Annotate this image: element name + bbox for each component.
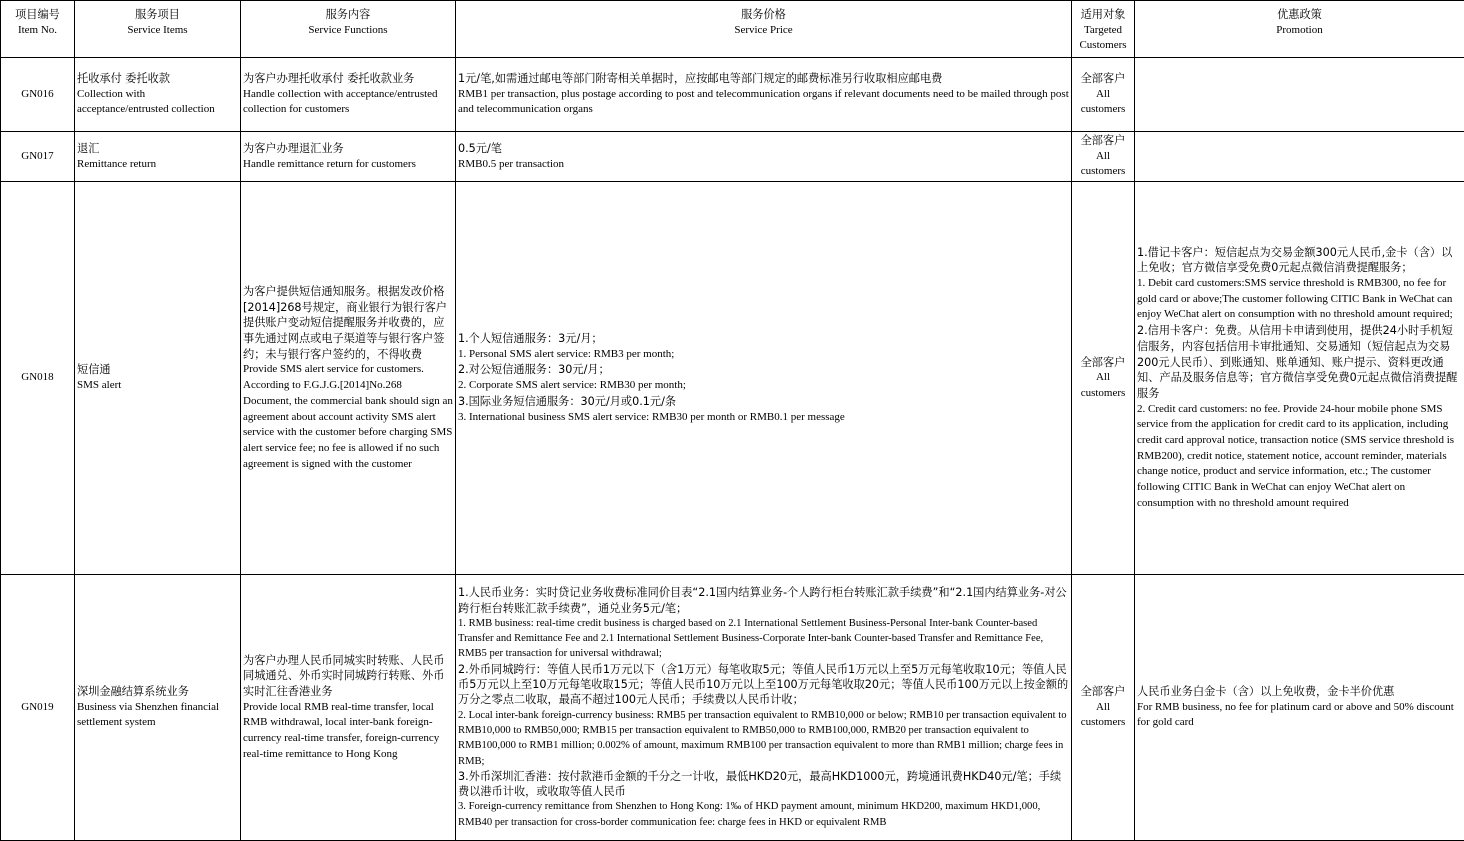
promotion-cell: [1135, 182, 1464, 575]
targeted-customers-cell: [1072, 575, 1135, 841]
service-item-en: Remittance return: [77, 157, 238, 173]
header-promotion-cn: 优惠政策: [1137, 7, 1462, 23]
service-price-cell: [456, 132, 1072, 182]
price-line: 3. International business SMS alert service: RMB30 per month or RMB0.1 per message: [458, 410, 1069, 426]
service-item-cell: [75, 132, 241, 182]
service-item-cn: 托收承付 委托收款: [77, 71, 238, 87]
service-item-cn: 深圳金融结算系统业务: [77, 684, 238, 700]
price-line: 0.5元/笔: [458, 141, 1069, 157]
header-customers-en: Targeted Customers: [1074, 23, 1132, 54]
targeted-customers-cell: [1072, 132, 1135, 182]
service-item-cell: [75, 575, 241, 841]
header-item-no-en: Item No.: [3, 23, 72, 39]
customers-en: All customers: [1074, 700, 1132, 731]
service-function-cell: [241, 182, 456, 575]
targeted-customers-cell: [1072, 58, 1135, 132]
header-service-items-en: Service Items: [77, 23, 238, 39]
service-item-cn: 短信通: [77, 362, 238, 378]
customers-en: All customers: [1074, 87, 1132, 118]
header-promotion-en: Promotion: [1137, 23, 1462, 39]
service-item-en: Business via Shenzhen financial settlement system: [77, 700, 238, 731]
price-line: 2. Local inter-bank foreign-currency business: RMB5 per transaction equivalent to RMB10,000 or below; RMB10 per transaction equivalent to RMB10,000 to RMB50,000; RMB15 per transaction equivalent to RMB50,000 to RMB100,000, RMB20 per transaction equivalent to RMB100,000 to RMB1 million; 0.002% of amount, maximum RMB100 per transaction equivalent to more than RMB1 million; charge fees in RMB;: [458, 708, 1069, 769]
item-no-cell: GN018: [1, 182, 75, 575]
table-row: [1, 182, 1464, 575]
promotion-cell: [1135, 575, 1464, 841]
price-line: 1. RMB business: real-time credit business is charged based on 2.1 International Settlement Business-Personal Inter-bank Counter-based Transfer and Remittance Fee and 2.1 International Settlement Business-Corporate Inter-bank Counter-based Transfer and Remittance Fee, RMB5 per transaction for universal withdrawal;: [458, 616, 1069, 662]
promotion-line: 人民币业务白金卡（含）以上免收费，金卡半价优惠: [1137, 684, 1462, 700]
price-line: 3. Foreign-currency remittance from Shenzhen to Hong Kong: 1‰ of HKD payment amount, minimum HKD200, maximum HKD1,000, RMB40 per transaction for cross-border communication fee: charge fees in HKD or equivalent RMB: [458, 799, 1069, 830]
item-no-cell: GN019: [1, 575, 75, 841]
promotion-line: 1.借记卡客户：短信起点为交易金额300元人民币,金卡（含）以上免收；官方微信享受免费0元起点微信消费提醒服务；: [1137, 245, 1462, 276]
customers-en: All customers: [1074, 370, 1132, 401]
header-targeted-customers: [1072, 1, 1135, 58]
service-function-cell: [241, 132, 456, 182]
service-item-en: SMS alert: [77, 378, 238, 394]
price-line: 3.国际业务短信通服务：30元/月或0.1元/条: [458, 394, 1069, 410]
service-item-cell: [75, 182, 241, 575]
table-row: [1, 132, 1464, 182]
header-service-items: [75, 1, 241, 58]
customers-cn: 全部客户: [1074, 133, 1132, 149]
header-row: [1, 1, 1464, 58]
targeted-customers-cell: [1072, 182, 1135, 575]
service-function-cn: 为客户办理托收承付 委托收款业务: [243, 71, 453, 87]
header-service-price: [456, 1, 1072, 58]
service-item-cell: [75, 58, 241, 132]
header-promotion: [1135, 1, 1464, 58]
price-line: 1.人民币业务：实时贷记业务收费标准同价目表“2.1国内结算业务-个人跨行柜台转账汇款手续费”和“2.1国内结算业务-对公跨行柜台转账汇款手续费”，通兑业务5元/笔；: [458, 585, 1069, 616]
service-function-cn: 为客户办理退汇业务: [243, 141, 453, 157]
price-line: 2.外币同城跨行：等值人民币1万元以下（含1万元）每笔收取5元；等值人民币1万元以上至5万元每笔收取10元；等值人民币5万元以上至10万元每笔收取15元；等值人民币10万元以上至100万元每笔收取20元；等值人民币100万元以上按金额的万分之零点二收取，最高不超过100元人民币；手续费以人民币计收；: [458, 662, 1069, 708]
service-function-en: Handle remittance return for customers: [243, 157, 453, 173]
promotion-line: 2. Credit card customers: no fee. Provide 24-hour mobile phone SMS service from the application for credit card to its application, including credit card approval notice, transaction notice (SMS service threshold is RMB200), credit notice, statement notice, account reminder, materials change notice, product and service information, etc.; The customer following CITIC Bank in WeChat can enjoy WeChat alert on consumption with no threshold amount required: [1137, 402, 1462, 512]
service-price-cell: [456, 58, 1072, 132]
header-customers-cn: 适用对象: [1074, 7, 1132, 23]
header-functions-en: Service Functions: [243, 23, 453, 39]
customers-cn: 全部客户: [1074, 71, 1132, 87]
service-function-cn: 为客户提供短信通知服务。根据发改价格[2014]268号规定，商业银行为银行客户提供账户变动短信提醒服务并收费的，应事先通过网点或电子渠道等与银行客户签约；未与银行客户签约的，不得收费: [243, 284, 453, 363]
service-price-cell: [456, 575, 1072, 841]
price-line: RMB0.5 per transaction: [458, 157, 1069, 173]
promotion-cell: [1135, 58, 1464, 132]
customers-en: All customers: [1074, 149, 1132, 180]
header-item-no: [1, 1, 75, 58]
header-price-en: Service Price: [458, 23, 1069, 39]
customers-cn: 全部客户: [1074, 684, 1132, 700]
header-service-functions: [241, 1, 456, 58]
service-function-en: Provide local RMB real-time transfer, local RMB withdrawal, local inter-bank foreign-currency real-time transfer, foreign-currency real-time remittance to Hong Kong: [243, 700, 453, 763]
item-no-cell: GN017: [1, 132, 75, 182]
service-item-cn: 退汇: [77, 141, 238, 157]
promotion-line: 2.信用卡客户：免费。从信用卡申请到使用，提供24小时手机短信服务，内容包括信用卡审批通知、交易通知（短信起点为交易200元人民币）、到账通知、账单通知、账户提示、资料更改通知、产品及服务信息等；官方微信享受免费0元起点微信消费提醒服务: [1137, 323, 1462, 402]
price-line: 2. Corporate SMS alert service: RMB30 per month;: [458, 378, 1069, 394]
service-function-cn: 为客户办理人民币同城实时转账、人民币同城通兑、外币实时同城跨行转账、外币实时汇往香港业务: [243, 653, 453, 700]
price-line: 1. Personal SMS alert service: RMB3 per month;: [458, 347, 1069, 363]
promotion-line: 1. Debit card customers:SMS service threshold is RMB300, no fee for gold card or above;The customer following CITIC Bank in WeChat can enjoy WeChat alert on consumption with no threshold amount required;: [1137, 276, 1462, 323]
header-functions-cn: 服务内容: [243, 7, 453, 23]
price-line: 3.外币深圳汇香港：按付款港币金额的千分之一计收，最低HKD20元，最高HKD1000元，跨境通讯费HKD40元/笔；手续费以港币计收，或收取等值人民币: [458, 769, 1069, 800]
table-row: [1, 58, 1464, 132]
price-line: 2.对公短信通服务：30元/月；: [458, 362, 1069, 378]
promotion-line: For RMB business, no fee for platinum card or above and 50% discount for gold card: [1137, 700, 1462, 731]
price-line: 1元/笔,如需通过邮电等部门附寄相关单据时，应按邮电等部门规定的邮费标准另行收取相应邮电费: [458, 71, 1069, 87]
header-price-cn: 服务价格: [458, 7, 1069, 23]
table-row: [1, 575, 1464, 841]
item-no-cell: GN016: [1, 58, 75, 132]
service-function-cell: [241, 58, 456, 132]
price-line: 1.个人短信通服务：3元/月；: [458, 331, 1069, 347]
header-item-no-cn: 项目编号: [3, 7, 72, 23]
promotion-cell: [1135, 132, 1464, 182]
price-line: RMB1 per transaction, plus postage according to post and telecommunication organs if relevant documents need to be mailed through post and telecommunication organs: [458, 87, 1069, 118]
service-function-cell: [241, 575, 456, 841]
service-item-en: Collection with acceptance/entrusted collection: [77, 87, 238, 118]
service-function-en: Provide SMS alert service for customers. According to F.G.J.G.[2014]No.268 Document, the commercial bank should sign an agreement about account activity SMS alert service with the customer before charging SMS alert service fee; no fee is allowed if no such agreement is signed with the customer: [243, 362, 453, 472]
service-function-en: Handle collection with acceptance/entrusted collection for customers: [243, 87, 453, 118]
service-price-cell: [456, 182, 1072, 575]
customers-cn: 全部客户: [1074, 355, 1132, 371]
header-service-items-cn: 服务项目: [77, 7, 238, 23]
